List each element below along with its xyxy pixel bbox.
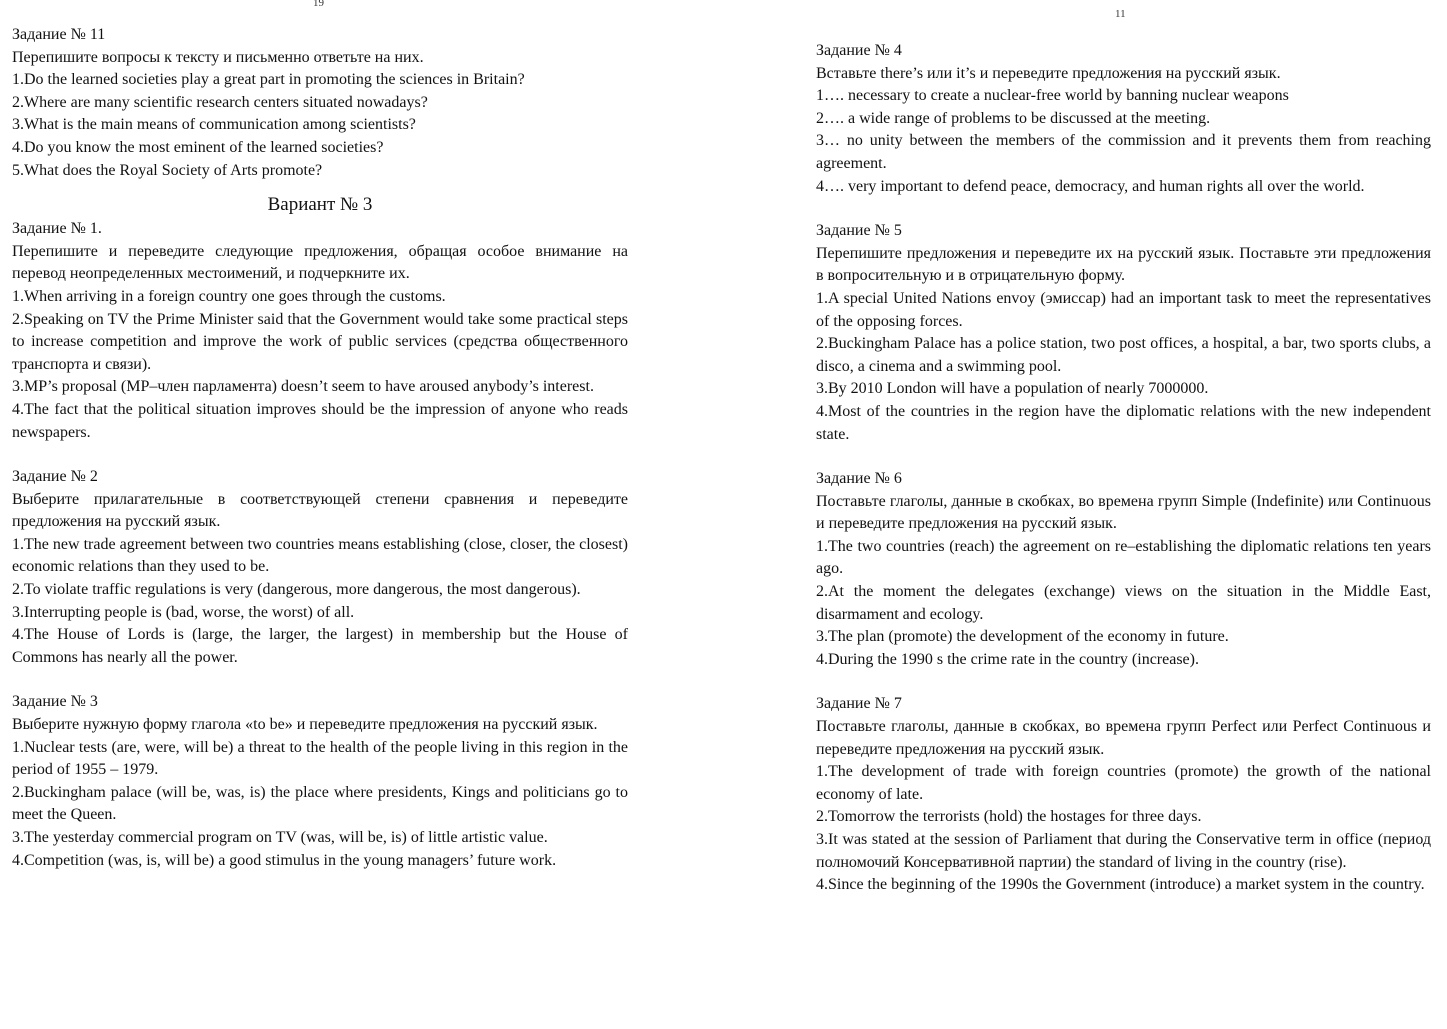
spacer bbox=[12, 444, 628, 466]
spacer bbox=[816, 198, 1431, 220]
task-3-item: 3.The yesterday commercial program on TV (was, will be, is) of little artistic value. bbox=[12, 829, 548, 846]
task-5-item: 4.Most of the countries in the region have the diplomatic relations with the new independent state. bbox=[816, 402, 1431, 443]
task-1-item: 3.MP’s proposal (MP–член парламента) doesn’t seem to have aroused anybody’s interest. bbox=[12, 378, 594, 396]
task-1-item: 2.Speaking on TV the Prime Minister said that the Government would take some practical steps to increase competition and improve the work of public services (средства общественного транспорта и связи). bbox=[12, 310, 628, 373]
task-11-item: 1.Do the learned societies play a great part in promoting the sciences in Britain? bbox=[12, 71, 525, 89]
task-5-heading: Задание № 5 bbox=[816, 222, 902, 240]
task-4-item: 3… no unity between the members of the commission and it prevents them from reaching agreement. bbox=[816, 132, 1431, 172]
task-3-item: 4.Competition (was, is, will be) a good stimulus in the young managers’ future work. bbox=[12, 851, 557, 869]
task-5-instruction: Перепишите предложения и переведите их на русский язык. Поставьте эти предложения в вопросительную и в отрицательную форму. bbox=[816, 244, 1431, 285]
left-page-number: 19 bbox=[313, 0, 324, 9]
task-5-item: 3.By 2010 London will have a population of nearly 7000000. bbox=[816, 380, 1209, 398]
task-3 bbox=[12, 691, 628, 872]
task-3-item: 2.Buckingham palace (will be, was, is) the place where presidents, Kings and politicians go to meet the Queen. bbox=[12, 783, 628, 824]
task-4-item: 1…. necessary to create a nuclear-free world by banning nuclear weapons bbox=[816, 87, 1289, 105]
task-6-item: 4.During the 1990 s the crime rate in the country (increase). bbox=[816, 650, 1199, 668]
task-1-item: 4.The fact that the political situation improves should be the impression of anyone who reads newspapers. bbox=[12, 400, 628, 441]
spacer bbox=[816, 446, 1431, 468]
task-7-item: 2.Tomorrow the terrorists (hold) the hostages for three days. bbox=[816, 808, 1202, 826]
task-6-instruction: Поставьте глаголы, данные в скобках, во времена групп Simple (Indefinite) или Continuous и переведите предложения на русский язык. bbox=[816, 492, 1431, 533]
spacer bbox=[12, 669, 628, 691]
task-11-heading: Задание № 11 bbox=[12, 26, 106, 43]
task-4-heading: Задание № 4 bbox=[816, 42, 902, 59]
task-4-item: 2…. a wide range of problems to be discussed at the meeting. bbox=[816, 109, 1211, 127]
task-2-heading: Задание № 2 bbox=[12, 468, 98, 486]
task-2-instruction: Выберите прилагательные в соответствующей степени сравнения и переведите предложения на русский язык. bbox=[12, 490, 628, 531]
task-6-item: 3.The plan (promote) the development of the economy in future. bbox=[816, 628, 1229, 646]
task-7-item: 4.Since the beginning of the 1990s the Government (introduce) a market system in the country. bbox=[816, 876, 1425, 894]
task-2-item: 3.Interrupting people is (bad, worse, the worst) of all. bbox=[12, 603, 355, 621]
task-7 bbox=[816, 693, 1431, 896]
task-2-item: 2.To violate traffic regulations is very (dangerous, more dangerous, the most dangerous). bbox=[12, 581, 581, 599]
task-11-item: 4.Do you know the most eminent of the learned societies? bbox=[12, 138, 384, 156]
task-2-item: 1.The new trade agreement between two countries means establishing (close, closer, the closest) economic relations than they used to be. bbox=[12, 535, 628, 576]
task-1-heading: Задание № 1. bbox=[12, 220, 102, 238]
variant-title: Вариант № 3 bbox=[267, 194, 373, 216]
task-7-item: 1.The development of trade with foreign countries (promote) the growth of the national economy of late. bbox=[816, 763, 1431, 803]
task-11-instruction: Перепишите вопросы к тексту и письменно ответьте на них. bbox=[12, 48, 424, 66]
right-page-text bbox=[816, 40, 1431, 897]
task-3-instruction: Выберите нужную форму глагола «to be» и переведите предложения на русский язык. bbox=[12, 716, 598, 734]
task-11-item: 2.Where are many scientific research centers situated nowadays? bbox=[12, 93, 428, 111]
spacer bbox=[816, 671, 1431, 693]
task-6 bbox=[816, 468, 1431, 671]
task-1 bbox=[12, 218, 628, 444]
task-3-heading: Задание № 3 bbox=[12, 693, 98, 711]
task-11-item: 3.What is the main means of communication among scientists? bbox=[12, 116, 416, 134]
task-2-item: 4.The House of Lords is (large, the larger, the largest) in membership but the House of Commons has nearly all the power. bbox=[12, 626, 628, 666]
task-11-item: 5.What does the Royal Society of Arts promote? bbox=[12, 161, 323, 179]
task-6-item: 1.The two countries (reach) the agreement on re–establishing the diplomatic relations ten years ago. bbox=[816, 537, 1431, 578]
right-page-number: 11 bbox=[1115, 8, 1126, 20]
task-11 bbox=[12, 24, 628, 182]
task-3-item: 1.Nuclear tests (are, were, will be) a threat to the health of the people living in this region in the period of 1955 – 1979. bbox=[12, 738, 628, 779]
left-page-text bbox=[12, 24, 628, 872]
task-6-item: 2.At the moment the delegates (exchange) views on the situation in the Middle East, disarmament and ecology. bbox=[816, 583, 1431, 623]
task-4-item: 4…. very important to defend peace, democracy, and human rights all over the world. bbox=[816, 177, 1365, 195]
task-7-instruction: Поставьте глаголы, данные в скобках, во времена групп Perfect или Perfect Continuous и переведите предложения на русский язык. bbox=[816, 718, 1431, 758]
task-6-heading: Задание № 6 bbox=[816, 470, 902, 488]
task-7-heading: Задание № 7 bbox=[816, 695, 902, 713]
task-1-instruction: Перепишите и переведите следующие предложения, обращая особое внимание на перевод неопределенных местоимений, и подчеркните их. bbox=[12, 242, 628, 283]
task-5 bbox=[816, 220, 1431, 446]
task-7-item: 3.It was stated at the session of Parliament that during the Conservative term in office (период полномочий Консервативной партии) the standard of living in the country (rise). bbox=[816, 831, 1431, 871]
task-4-instruction: Вставьте there’s или it’s и переведите предложения на русский язык. bbox=[816, 64, 1281, 82]
task-1-item: 1.When arriving in a foreign country one goes through the customs. bbox=[12, 287, 446, 305]
task-2 bbox=[12, 466, 628, 669]
task-5-item: 2.Buckingham Palace has a police station, two post offices, a hospital, a bar, two sports clubs, a disco, a cinema and a swimming pool. bbox=[816, 335, 1431, 375]
task-5-item: 1.A special United Nations envoy (эмиссар) had an important task to meet the representatives of the opposing forces. bbox=[816, 289, 1431, 330]
task-4 bbox=[816, 40, 1431, 198]
